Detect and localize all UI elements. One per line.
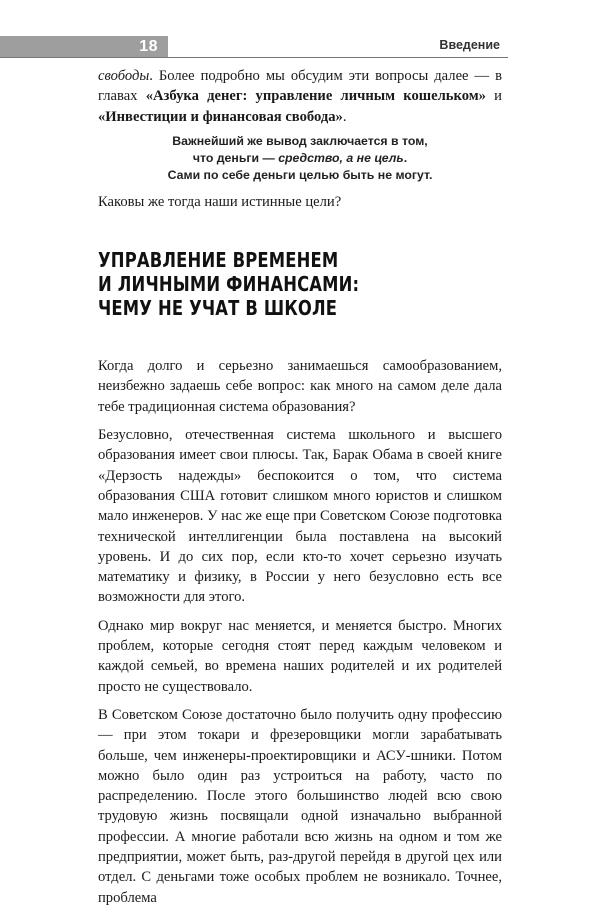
page-content xyxy=(98,66,502,916)
section-name: Введение xyxy=(439,38,500,52)
body-paragraph-1: Когда долго и серьезно занимаешься самообразованием, неизбежно задаешь себе вопрос: как много на самом деле дала тебе традиционная система образования? xyxy=(98,358,502,415)
callout-line-3: Сами по себе деньги целью быть не могут. xyxy=(167,167,433,182)
callout-line-2-prefix: что деньги — xyxy=(192,150,279,165)
chapter-title-line-2: И ЛИЧНЫМИ ФИНАНСАМИ: xyxy=(98,272,360,297)
chapter-title-line-3: ЧЕМУ НЕ УЧАТ В ШКОЛЕ xyxy=(98,296,338,321)
intro-conjunction: и xyxy=(485,88,502,105)
chapter-reference-2: «Инвестиции и финансовая свобода» xyxy=(98,108,343,125)
callout-quote xyxy=(98,133,502,184)
title-spacer xyxy=(98,320,502,356)
chapter-reference-1: «Азбука денег: управление личным кошельком» xyxy=(145,88,486,105)
chapter-title-line-1: УПРАВЛЕНИЕ ВРЕМЕНЕМ xyxy=(98,248,339,273)
page-number-tab xyxy=(0,36,168,57)
callout-line-2 xyxy=(98,150,502,167)
body-paragraph-2: Безусловно, отечественная система школьного и высшего образования имеет свои плюсы. Так, Барак Обама в своей книге «Дерзость надежды» беспокоится о том, что система образования США готовит слишком много юристов и слишком мало инженеров. У нас же еще при Советском Союзе подготовка технической интеллигенции была поставлена на высокий уровень. И до сих пор, если кто-то хочет серьезно изучать математику и физику, в России у него безусловно есть все возможности для этого. xyxy=(98,427,502,606)
callout-emphasis: средство, а не цель xyxy=(278,150,404,165)
question-paragraph: Каковы же тогда наши истинные цели? xyxy=(98,193,342,210)
body-paragraph-4: В Советском Союзе достаточно было получить одну профессию — при этом токари и фрезеровщики могли зарабатывать больше, чем инженеры-проектировщики и АСУ-шники. Потом можно было один раз устроиться на работу, часто по распределению. После этого большинство людей всю свою трудовую жизнь посвящали одной изначально выбранной профессии. А многие работали всю жизнь на одном и том же предприятии, может быть, раз-другой перейдя в другой цех или отдел. С деньгами тоже особых проблем не возникало. Точнее, проблема xyxy=(98,706,502,906)
callout-line-1: Важнейший же вывод заключается в том, xyxy=(172,133,428,148)
intro-paragraph xyxy=(98,66,502,127)
intro-italic-word: свободы xyxy=(98,68,150,84)
running-header xyxy=(0,36,508,58)
chapter-title xyxy=(98,248,393,320)
intro-end: . xyxy=(342,108,347,125)
body-paragraph-3: Однако мир вокруг нас меняется, и меняется быстро. Многих проблем, которые сегодня стоят перед каждым человеком и каждой семьей, во времена наших родителей и их родителей просто не существовало. xyxy=(98,617,502,695)
callout-line-2-suffix: . xyxy=(403,150,408,165)
intro-text: . Более подробно мы обсудим эти вопросы далее — в главах xyxy=(98,68,502,105)
page-number: 18 xyxy=(139,37,158,55)
